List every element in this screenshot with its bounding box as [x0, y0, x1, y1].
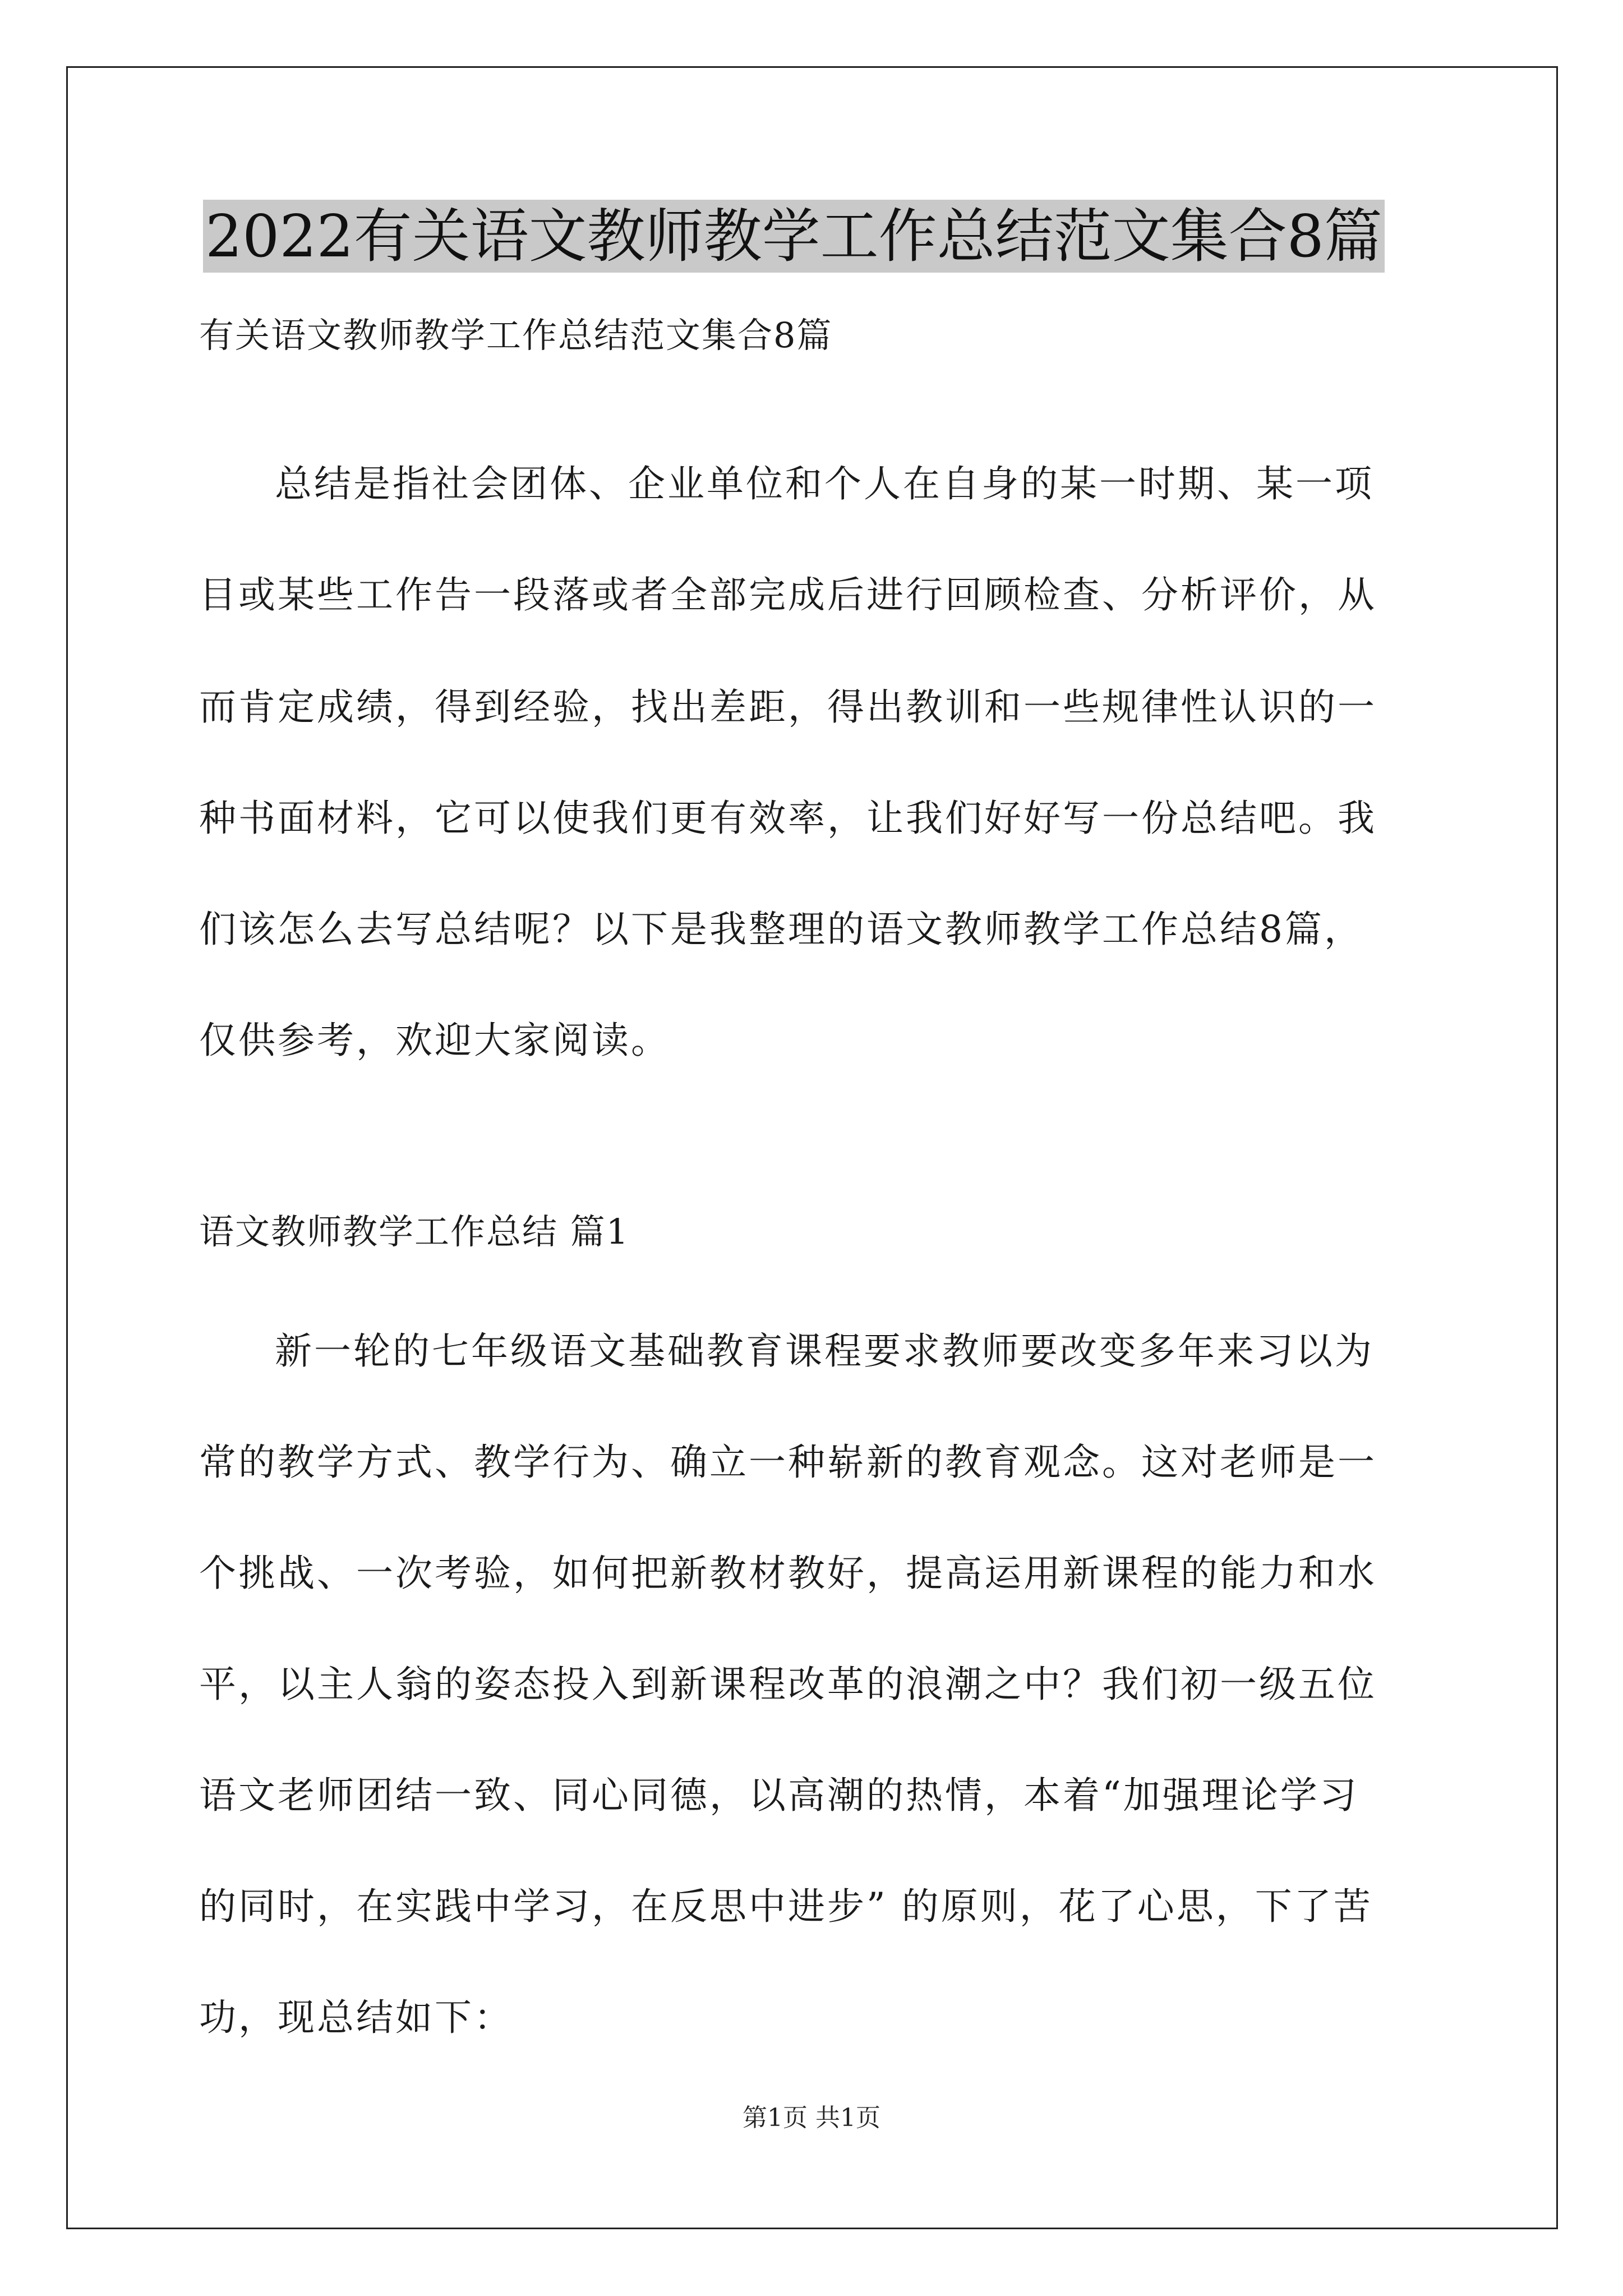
intro-line: 总结是指社会团体、企业单位和个人在自身的某一时期、某一项: [275, 462, 1374, 505]
intro-line: 目或某些工作告一段落或者全部完成后进行回顾检查、分析评价，从: [199, 573, 1377, 616]
section-line: 的同时，在实践中学习，在反思中进步” 的原则，花了心思，下了苦: [199, 1885, 1373, 1928]
section-line: 常的教学方式、教学行为、确立一种崭新的教育观念。这对老师是一: [199, 1441, 1377, 1484]
page-footer: 第1页 共1页: [743, 2104, 880, 2132]
section-line: 新一轮的七年级语文基础教育课程要求教师要改变多年来习以为: [275, 1329, 1374, 1373]
section-line: 个挑战、一次考验，如何把新教材教好，提高运用新课程的能力和水: [199, 1552, 1377, 1595]
intro-line: 而肯定成绩，得到经验，找出差距，得出教训和一些规律性认识的一: [199, 685, 1377, 729]
intro-line: 们该怎么去写总结呢？以下是我整理的语文教师教学工作总结8篇，: [199, 908, 1363, 951]
document-subtitle: 有关语文教师教学工作总结范文集合8篇: [199, 315, 833, 356]
section-line: 功，现总结如下：: [199, 1996, 513, 2039]
section-heading: 语文教师教学工作总结 篇1: [199, 1211, 630, 1252]
section-line: 平，以主人翁的姿态投入到新课程改革的浪潮之中？我们初一级五位: [199, 1663, 1377, 1706]
intro-line: 仅供参考，欢迎大家阅读。: [199, 1019, 670, 1062]
section-line: 语文老师团结一致、同心同德，以高潮的热情，本着“加强理论学习: [199, 1774, 1359, 1817]
intro-line: 种书面材料，它可以使我们更有效率，让我们好好写一份总结吧。我: [199, 797, 1377, 840]
document-title: 2022有关语文教师教学工作总结范文集合8篇: [203, 200, 1385, 273]
